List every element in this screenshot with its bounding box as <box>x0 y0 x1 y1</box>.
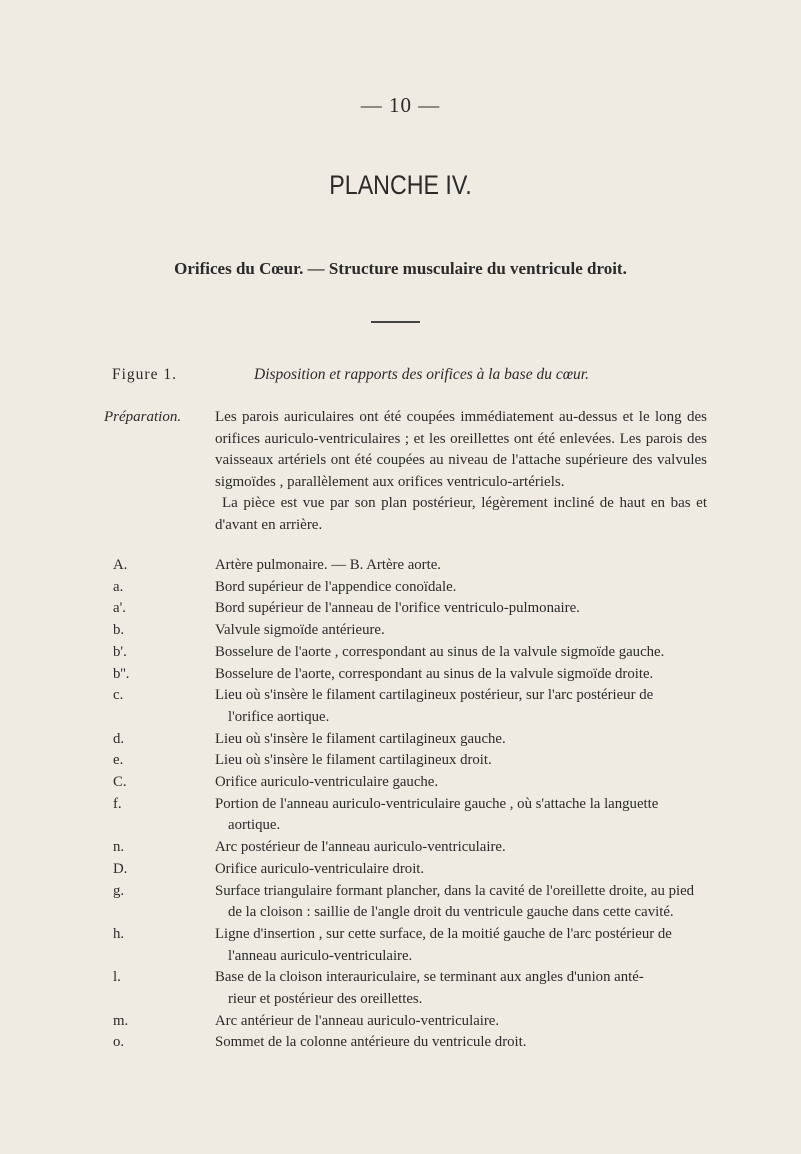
legend-line: aortique. <box>228 817 281 834</box>
legend-text <box>215 620 706 642</box>
legend-item <box>113 598 713 620</box>
legend-item <box>113 794 713 837</box>
legend-line: Sommet de la colonne antérieure du ventricule droit. <box>215 1034 527 1051</box>
legend-line: Lieu où s'insère le filament cartilagineux postérieur, sur l'arc postérieur de <box>215 687 654 704</box>
legend-line: Artère pulmonaire. — B. Artère aorte. <box>215 557 441 573</box>
legend-item <box>113 664 713 686</box>
legend-text <box>215 664 706 686</box>
plate-subtitle: Orifices du Cœur. — Structure musculaire du ventricule droit. <box>174 259 627 278</box>
legend-text <box>215 577 706 599</box>
legend-text <box>215 1032 706 1054</box>
legend-item <box>113 859 713 881</box>
section-divider <box>371 321 420 323</box>
legend-text <box>215 772 706 794</box>
legend-key: b''. <box>113 665 130 682</box>
legend-key: b'. <box>113 643 127 660</box>
legend-item <box>113 750 713 772</box>
legend-item <box>113 1032 713 1054</box>
legend-text <box>215 729 706 751</box>
legend-key: C. <box>113 774 127 791</box>
legend-line: Portion de l'anneau auriculo-ventriculaire gauche , où s'attache la languette <box>215 795 659 812</box>
legend-text <box>215 924 706 967</box>
legend-item <box>113 772 713 794</box>
legend-item <box>113 1011 713 1033</box>
legend-text <box>215 750 706 772</box>
legend-line: l'orifice aortique. <box>228 708 330 725</box>
legend-line: Arc antérieur de l'anneau auriculo-ventriculaire. <box>215 1012 500 1029</box>
legend-line: l'anneau auriculo-ventriculaire. <box>228 947 413 964</box>
legend-key: l. <box>113 969 121 986</box>
legend-text <box>215 598 706 620</box>
legend-item <box>113 924 713 967</box>
legend-text <box>215 967 706 1010</box>
legend-line: Orifice auriculo-ventriculaire gauche. <box>215 774 439 791</box>
legend-line: de la cloison : saillie de l'angle droit du ventricule gauche dans cette cavité. <box>228 904 674 921</box>
legend-item <box>113 967 713 1010</box>
preparation-paragraph: La pièce est vue par son plan postérieur, légèrement incliné de haut en bas et d'avant en arrière. <box>215 495 707 533</box>
legend-line: Bord supérieur de l'anneau de l'orifice ventriculo-pulmonaire. <box>215 600 580 617</box>
legend-item <box>113 642 713 664</box>
legend-line: Valvule sigmoïde antérieure. <box>215 622 385 639</box>
legend-key: b. <box>113 622 125 639</box>
legend-line: Arc postérieur de l'anneau auriculo-ventriculaire. <box>215 839 506 856</box>
legend-list <box>113 555 713 1054</box>
page-number: — 10 — <box>360 93 441 117</box>
legend-line: Lieu où s'insère le filament cartilagineux droit. <box>215 752 492 769</box>
legend-key: D. <box>113 860 128 877</box>
legend-line: Bosselure de l'aorte, correspondant au sinus de la valvule sigmoïde droite. <box>215 665 654 682</box>
legend-line: Lieu où s'insère le filament cartilagineux gauche. <box>215 730 506 747</box>
figure-label: Figure 1. <box>112 366 177 383</box>
legend-text <box>215 859 706 881</box>
legend-text <box>215 555 706 577</box>
legend-key: c. <box>113 687 124 704</box>
legend-item <box>113 729 713 751</box>
legend-line: rieur et postérieur des oreillettes. <box>228 991 423 1008</box>
legend-text <box>215 881 706 924</box>
legend-item <box>113 577 713 599</box>
legend-key: d. <box>113 730 125 747</box>
legend-key: o. <box>113 1034 125 1051</box>
legend-key: g. <box>113 882 125 899</box>
legend-key: f. <box>113 795 122 812</box>
legend-text <box>215 837 706 859</box>
legend-text <box>215 642 706 664</box>
legend-line: Base de la cloison interauriculaire, se terminant aux angles d'union anté- <box>215 969 644 986</box>
legend-text <box>215 794 706 837</box>
legend-key: a. <box>113 578 124 595</box>
legend-key: m. <box>113 1012 129 1029</box>
preparation-paragraph: Les parois auriculaires ont été coupées immédiatement au-dessus et le long des orifices auriculo-ventriculaires ; et les oreillettes ont été enlevées. Les parois des vaisseaux artériels ont été coupées au niveau de l'attache supérieure des valvules sigmoïdes , parallèlement aux orifices ventriculo-artériels. <box>215 409 707 490</box>
legend-line: Surface triangulaire formant plancher, dans la cavité de l'oreillette droite, au pied <box>215 882 695 899</box>
figure-heading <box>112 366 589 384</box>
legend-key: h. <box>113 925 125 942</box>
legend-item <box>113 620 713 642</box>
legend-item <box>113 837 713 859</box>
legend-item <box>113 555 713 577</box>
legend-line: Bord supérieur de l'appendice conoïdale. <box>215 578 457 595</box>
legend-text <box>215 1011 706 1033</box>
legend-line: Orifice auriculo-ventriculaire droit. <box>215 860 425 877</box>
legend-key: e. <box>113 752 124 769</box>
legend-key: a'. <box>113 600 126 617</box>
legend-item <box>113 685 713 728</box>
preparation-text <box>215 407 707 537</box>
legend-line: Bosselure de l'aorte , correspondant au sinus de la valvule sigmoïde gauche. <box>215 643 665 660</box>
legend-key: A. <box>113 557 128 573</box>
figure-caption: Disposition et rapports des orifices à la base du cœur. <box>254 366 589 383</box>
plate-title: PLANCHE IV. <box>329 170 472 200</box>
legend-line: Ligne d'insertion , sur cette surface, de la moitié gauche de l'arc postérieur de <box>215 925 672 942</box>
legend-text <box>215 685 706 728</box>
preparation-label: Préparation. <box>104 409 182 425</box>
legend-item <box>113 881 713 924</box>
legend-key: n. <box>113 839 125 856</box>
